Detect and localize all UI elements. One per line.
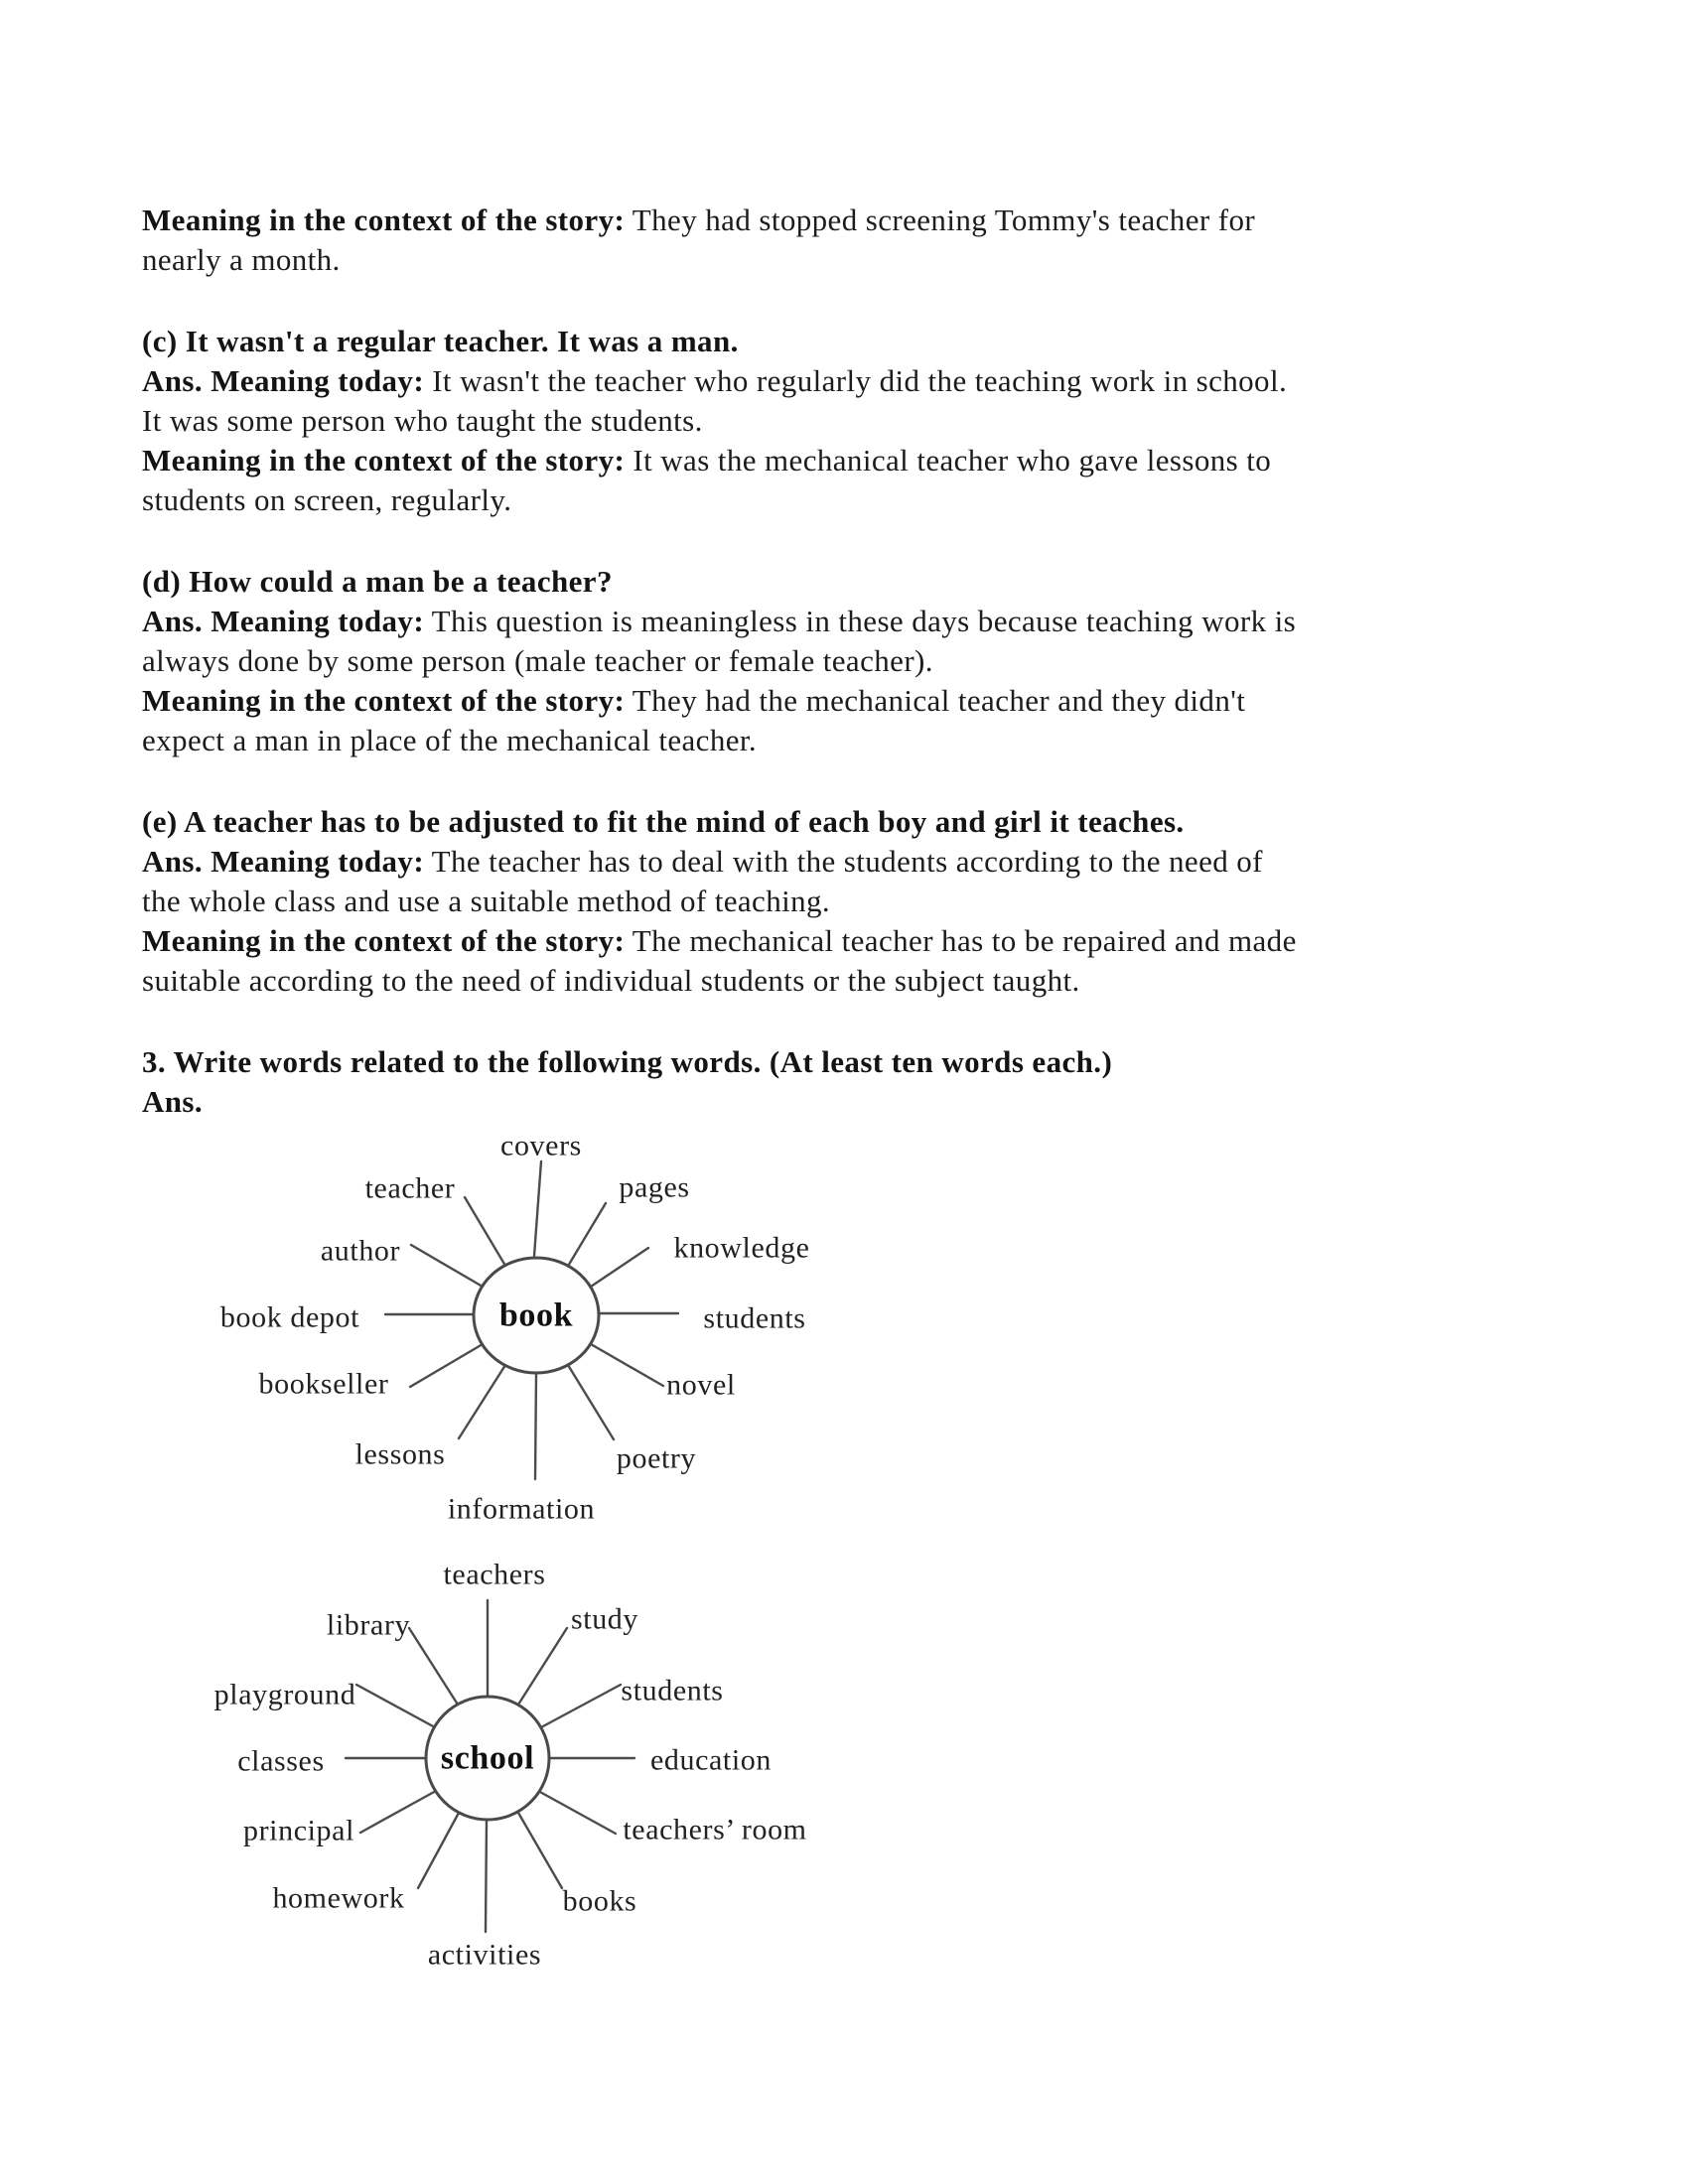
bold-text-run: Ans. <box>142 1084 204 1119</box>
bold-text-run: Meaning in the context of the story: <box>142 203 626 237</box>
spoke-line <box>535 1373 536 1479</box>
bold-text-run: 3. Write words related to the following words. (At least ten words each.) <box>142 1044 1113 1079</box>
school-word-web <box>214 1559 807 1972</box>
text-run: The teacher has to deal with the students according to the need of <box>424 844 1263 879</box>
text-run: students on screen, regularly. <box>142 482 512 517</box>
node-label: bookseller <box>258 1367 389 1401</box>
node-label: homework <box>272 1881 405 1915</box>
bold-text-run: Ans. Meaning today: <box>142 363 425 398</box>
bold-text-run: Meaning in the context of the story: <box>142 923 626 958</box>
bold-text-run: (c) It wasn't a regular teacher. It was a man. <box>142 324 739 358</box>
bold-text-run: Meaning in the context of the story: <box>142 443 626 478</box>
node-label: library <box>326 1608 411 1642</box>
node-label: study <box>570 1602 639 1636</box>
node-label: students <box>703 1301 806 1335</box>
spoke-line <box>568 1365 614 1439</box>
text-run: It was some person who taught the students. <box>142 403 703 438</box>
node-label: students <box>621 1674 724 1707</box>
spoke-line <box>567 1203 606 1268</box>
bold-text-run: Ans. Meaning today: <box>142 844 425 879</box>
spoke-line <box>459 1365 505 1438</box>
node-label: lessons <box>354 1437 446 1471</box>
node-label: author <box>320 1234 401 1268</box>
text-run: This question is meaningless in these days because teaching work is <box>424 604 1297 638</box>
spoke-line <box>538 1791 616 1834</box>
text-run: It wasn't the teacher who regularly did the teaching work in school. <box>424 363 1288 398</box>
text-run: expect a man in place of the mechanical teacher. <box>142 723 758 757</box>
spoke-line <box>534 1161 541 1256</box>
spoke-line <box>360 1791 436 1833</box>
node-label: activities <box>427 1938 542 1972</box>
spoke-line <box>465 1197 505 1266</box>
node-label: principal <box>242 1814 355 1847</box>
node-label: education <box>649 1743 773 1777</box>
node-label: classes <box>237 1744 325 1778</box>
bold-text-run: (e) A teacher has to be adjusted to fit the mind of each boy and girl it teaches. <box>142 804 1185 839</box>
text-run: They had the mechanical teacher and they didn't <box>625 683 1246 718</box>
node-label: teacher <box>364 1171 456 1205</box>
bold-text-run: Meaning in the context of the story: <box>142 683 626 718</box>
center-word: book <box>498 1297 574 1334</box>
bold-text-run: (d) How could a man be a teacher? <box>142 564 613 599</box>
node-label: book depot <box>219 1300 360 1334</box>
node-label: pages <box>619 1170 690 1204</box>
text-run: The mechanical teacher has to be repaired and made <box>625 923 1297 958</box>
node-label: covers <box>500 1129 582 1162</box>
spoke-line <box>541 1685 621 1727</box>
text-run: always done by some person (male teacher or female teacher). <box>142 643 933 678</box>
spoke-line <box>591 1344 663 1386</box>
bold-text-run: Ans. Meaning today: <box>142 604 425 638</box>
spoke-line <box>410 1344 483 1387</box>
node-label: knowledge <box>673 1231 810 1265</box>
node-label: books <box>562 1884 637 1918</box>
node-label: information <box>447 1492 596 1526</box>
spoke-line <box>418 1813 459 1888</box>
spoke-line <box>591 1248 648 1287</box>
spoke-line <box>411 1245 483 1287</box>
text-run: nearly a month. <box>142 242 341 277</box>
spoke-line <box>486 1821 487 1932</box>
spoke-line <box>409 1628 458 1705</box>
node-label: teachers <box>443 1558 546 1591</box>
text-run: They had stopped screening Tommy's teacher for <box>625 203 1256 237</box>
book-word-web <box>220 1130 810 1526</box>
node-label: novel <box>666 1368 736 1402</box>
spoke-line <box>518 1813 562 1888</box>
node-label: poetry <box>616 1441 697 1475</box>
text-run: the whole class and use a suitable method of teaching. <box>142 884 831 918</box>
node-label: teachers’ room <box>623 1813 807 1846</box>
spoke-line <box>518 1628 567 1705</box>
node-label: playground <box>213 1678 356 1711</box>
text-run: It was the mechanical teacher who gave lessons to <box>625 443 1272 478</box>
spoke-line <box>356 1685 435 1727</box>
text-run: suitable according to the need of individual students or the subject taught. <box>142 963 1080 998</box>
center-word: school <box>440 1739 535 1777</box>
